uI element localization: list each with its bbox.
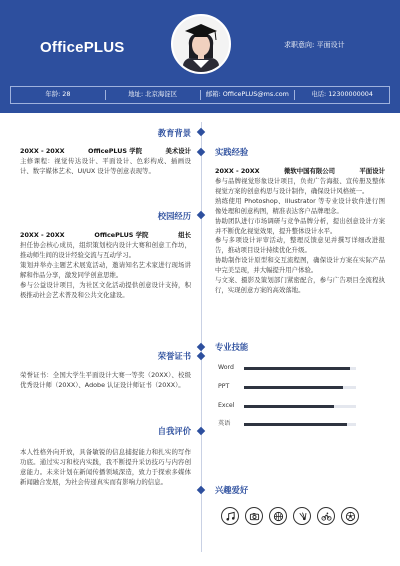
- education-school: OfficePLUS 学院: [88, 147, 143, 155]
- self-desc: 本人性格外向开放，具备敏锐的信息捕捉能力和扎实的写作功底。通过实习和校内实践，我不断提升采访技巧与内容创意能力。未来计划在新闻传播领域深造，致力于探索多媒体新闻融合发展，为社会传递真实而有影响力的信息。: [20, 448, 191, 486]
- practice-line: 与文案、摄影及策划部门紧密配合，参与广告项目全流程执行，实现创意方案的高效落地。: [215, 276, 385, 295]
- info-age: [11, 90, 106, 100]
- practice-position: 平面设计: [359, 167, 385, 175]
- info-email: [201, 90, 296, 100]
- info-phone-label: 电话:: [311, 90, 327, 99]
- skill-fill: [244, 423, 347, 426]
- music-icon: [221, 507, 239, 525]
- awards-title: 荣誉证书: [157, 351, 191, 361]
- practice-line: 熟练使用 Photoshop、Illustrator 等专业设计软件进行图像处理和创意构图，精准表达客户品牌理念。: [215, 196, 385, 215]
- skill-fill: [244, 386, 343, 389]
- self-title: 自我评价: [157, 426, 191, 436]
- header-banner: [0, 0, 400, 113]
- diamond-icon: [197, 211, 205, 219]
- awards-section: [20, 371, 191, 391]
- diamond-icon: [197, 427, 205, 435]
- badminton-icon: [293, 507, 311, 525]
- cycling-icon: [317, 507, 335, 525]
- info-email-label: 邮箱:: [205, 90, 221, 99]
- campus-date: 20XX - 20XX: [20, 231, 65, 239]
- practice-row: [215, 167, 385, 177]
- hobby-list: [221, 507, 359, 525]
- practice-line: 协助制作设计原型和交互流程图，确保设计方案在实际产品中完美呈现，并大幅提升用户体验。: [215, 256, 385, 275]
- info-phone: [295, 90, 389, 100]
- skill-track: [244, 423, 356, 426]
- campus-title: 校园经历: [157, 211, 191, 221]
- practice-company: 微软中国有限公司: [283, 167, 336, 175]
- camera-icon: [245, 507, 263, 525]
- skill-name: Excel: [218, 402, 235, 410]
- job-target-value: 平面设计: [316, 41, 345, 49]
- education-title: 教育背景: [157, 128, 191, 138]
- awards-desc: 荣誉证书：全国大学生平面设计大赛一等奖（20XX）、校级优秀设计师（20XX）、Adobe 认证设计师证书（20XX）。: [20, 371, 191, 389]
- diamond-icon: [197, 128, 205, 136]
- basketball-icon: [269, 507, 287, 525]
- skill-row: [218, 400, 388, 412]
- info-age-value: 28: [62, 90, 71, 99]
- skill-row: [218, 381, 388, 393]
- practice-date: 20XX - 20XX: [215, 167, 260, 175]
- skill-name: Word: [218, 364, 234, 372]
- practice-line: 参与多项设计评审活动，整理反馈意见并撰写详细改进报告，推动项目设计持续优化升级。: [215, 236, 385, 255]
- skill-fill: [244, 367, 350, 370]
- campus-line: 策划并举办主题艺术展览活动，邀请知名艺术家进行现场讲解和作品分享，激发同学创意思维。: [20, 260, 191, 279]
- hobbies-title: 兴趣爱好: [215, 485, 249, 495]
- self-section: [20, 448, 191, 488]
- campus-role: 组长: [178, 231, 191, 239]
- diamond-icon: [197, 343, 205, 351]
- practice-title: 实践经验: [215, 147, 249, 157]
- football-icon: [341, 507, 359, 525]
- skill-track: [244, 367, 356, 370]
- campus-line: 担任协会核心成员，组织策划校内设计大赛和创意工作坊，推动师生间的设计经验交流与互动学习。: [20, 240, 191, 259]
- practice-line: 协助团队进行市场调研与竞争品牌分析，提出创意设计方案并不断优化视觉效果，提升整体设计水平。: [215, 216, 385, 235]
- job-target: [284, 40, 345, 51]
- education-date: 20XX - 20XX: [20, 147, 65, 155]
- diamond-icon: [197, 352, 205, 360]
- practice-line: 参与品牌视觉形象设计项目，负责广告海报、宣传册及整体视觉方案的创意构思与设计制作，确保设计风格统一。: [215, 176, 385, 195]
- brand-name: OfficePLUS: [40, 39, 125, 56]
- education-section: [20, 147, 191, 177]
- diamond-icon: [197, 148, 205, 156]
- campus-row: [20, 231, 191, 241]
- info-bar: [10, 86, 390, 104]
- skill-row: [218, 362, 388, 374]
- avatar: [171, 14, 231, 74]
- practice-section: [215, 167, 385, 296]
- skill-name: 英语: [218, 420, 231, 428]
- info-age-label: 年龄:: [45, 90, 61, 99]
- skills-title: 专业技能: [215, 342, 249, 352]
- campus-school: OfficePLUS 学院: [94, 231, 149, 239]
- info-address-label: 地址:: [128, 90, 144, 99]
- education-row: [20, 147, 191, 157]
- skill-track: [244, 386, 356, 389]
- job-target-label: 求职意向:: [284, 41, 315, 49]
- skill-row: [218, 418, 388, 430]
- info-address: [106, 90, 201, 100]
- education-major: 美术设计: [165, 147, 191, 155]
- skill-track: [244, 405, 356, 408]
- diamond-icon: [197, 486, 205, 494]
- skill-name: PPT: [218, 383, 230, 391]
- education-desc: 主修课程：视觉传达设计、平面设计、色彩构成、插画设计、数字媒体艺术、UI/UX 设计等创意表现等。: [20, 156, 191, 175]
- campus-section: [20, 231, 191, 300]
- info-email-value: OfficePLUS@ms.com: [222, 90, 289, 99]
- skill-fill: [244, 405, 334, 408]
- campus-line: 参与公益设计项目，为社区文化活动提供创意设计支持，积极推动社会艺术普及和公共文化建设。: [20, 280, 191, 299]
- info-phone-value: 12300000004: [328, 90, 373, 99]
- info-address-value: 北京海淀区: [145, 90, 178, 99]
